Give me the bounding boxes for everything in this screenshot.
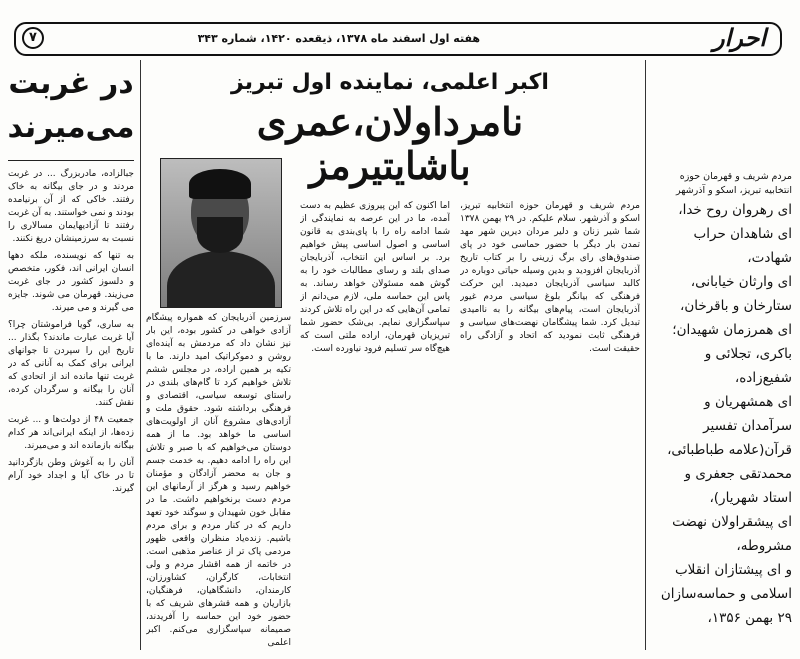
article-column: مردم شریف و قهرمان حوزه انتخابیه تبریز، اسکو و آذرشهر. سلام علیکم. در ۲۹ بهمن ۱۳۷۸ شما شیر زنان و دلیر مردان دیرین شهر مهد تمدن بار دیگر با حضور حماسی خود در پای صندوق‌های رای برگ زرینی را بر کتاب تاریخ آذربایجان افزودید و بدین وسیله حیاتی دوباره در کالبد سیاسی آذربایجان دمیدید. این حرکت فرهنگی که بیانگر بلوغ سیاسی مردم غیور آذربایجان است، پیام‌های بیگانه را به ناامیدی تبدیل کرد. شما پیشگامان نهضت‌های سیاسی و فرهنگی ثابت نمودید که اتحاد و آزادگی راه حقیقت است.	[460, 201, 640, 354]
letter-line: ای پیشقراولان نهضت مشروطه،	[672, 514, 792, 554]
letter-intro: مردم شریف و قهرمان حوزه انتخابیه تبریز، اسکو و آذرشهر	[676, 171, 792, 196]
column-divider	[140, 60, 141, 650]
newspaper-brand: احرار	[712, 24, 766, 52]
paragraph: آنان را به آغوش وطن بازگردانید تا در خاک آبا و اجداد خود آرام گیرند.	[8, 458, 134, 494]
paragraph: جبالزاده، مادربزرگ ... در غربت مردند و در جای بیگانه به خاک رفتند. خاکی که از آن برنیامده بودند و نمی خواستند. به آن غربت رفتند تا آزادیهایمان مسالاری را نسبت به سرزمینشان دریغ نکنند.	[8, 169, 134, 244]
letter-line: ای همرزمان شهیدان؛ باکری، تجلائی و شفیع‌زاده،	[672, 322, 792, 386]
letter-line: و ای پیشتازان انقلاب اسلامی و حماسه‌سازان ۲۹ بهمن ۱۳۵۶،	[660, 562, 792, 626]
paragraph: جمعیت ۴۸ از دولت‌ها و ... غربت زده‌ها، از اینکه ایرانی‌اند هر کدام بیگانه بازمانده اند و می‌میرند.	[8, 415, 134, 451]
column-divider	[645, 60, 646, 650]
side-title-line: در غربت	[8, 66, 134, 101]
side-article-body	[8, 168, 134, 650]
article-column: اما اکنون که این پیروزی عظیم به دست آمده، ما در این عرصه به نمایندگی از شما ادامه راه را با پای‌بندی به قانون اساسی و اصول اساسی پیش خواهیم برد. بر اساس این انتخاب، آذربایجان صدای بلند و رسای مطالبات خود را به گوش همه مسئولان خواهد رساند. به پاس این حماسه ملی، لازم می‌دانم از تمامی آن‌هایی که در این راه تلاش کردند سپاسگزاری نمایم. بی‌شک حضور شما تبریزیان قهرمان، اراده ملتی است که هیچ‌گاه سر تسلیم فرود نیاورده است.	[300, 201, 450, 354]
page-number-badge: ۷	[22, 27, 44, 49]
letter-line: ای رهروان روح خدا،	[678, 202, 792, 218]
paragraph: به ساری، گویا فراموشتان چرا؟ آیا غربت عبارت ماندند؟ بگذار ... تاریخ این را سپردن تا جوانهای ایرانی برای کمک به آنانی که در غربت تنها مانده اند از اتحادی که آنان را بیگانه و سرگردان کرده، نقش کنند.	[8, 320, 134, 408]
open-letter-column	[652, 170, 792, 650]
article-kicker: اکبر اعلمی، نماینده اول تبریز	[231, 70, 549, 95]
author-portrait-photo	[160, 158, 282, 308]
letter-line: ای وارثان خیابانی، ستارخان و باقرخان،	[680, 274, 792, 314]
letter-line: ای همشهریان و سرآمدان تفسیر قرآن(علامه طباطبائی، محمدتقی جعفری و استاد شهریار)،	[667, 394, 792, 506]
paragraph: به تنها که نویسنده، ملکه دهها انسان ایرانی اند، فکور، متخصص و دلسوز کشور در جای غربت می‌زیند. قهرمان می شوند. جایزه می گیرند و می میرند.	[8, 251, 134, 313]
headline-line: نامرداولان،عمری	[256, 99, 524, 144]
issue-date-line: هفته اول اسفند ماه ۱۳۷۸، ذیقعده ۱۴۲۰، شماره ۳۴۳	[197, 32, 480, 45]
title-rule	[8, 160, 134, 161]
letter-line: ای شاهدان حراب شهادت،	[693, 226, 792, 266]
article-column: سرزمین آذربایجان که همواره پیشگام آزادی خواهی در کشور بوده، این بار نیز نشان داد که مردمش به آینده‌ای روشن و دموکراتیک امید دارند. ما با تکیه بر همین اراده، در مجلس ششم تلاش خواهیم کرد تا گام‌های بلندی در راستای توسعه سیاسی، اقتصادی و فرهنگی برداشته شود. حقوق ملت و آزادی‌های مشروع آنان از اولویت‌های اساسی ما خواهد بود. ما از همه دوستان می‌خواهیم که با صبر و تلاش این راه را ادامه دهیم. به خدمت جسم و جان به محضر آزادگان و مؤمنان خواهیم رسید و هرگز از آرمانهای این مردم دست برنخواهیم داشت. ما در مقابل خون شهیدان و سوگند خود تعهد داریم که در کنار مردم و برای مردم باشیم. زنده‌یاد منظران واقعی ظهور مردمی پاک تر از عناصر مذهبی است. در خاتمه از همه اقشار مردم و ولی انتخابات، کارگران، کشاورزان، کارمندان، دانشگاهیان، فرهنگیان، بازاریان و همه قشرهای شریف که با حضور خود این حماسه را آفریدند، صمیمانه سپاسگزاری می‌کنم. اکبر اعلمی	[146, 313, 291, 648]
page-header	[14, 22, 782, 56]
headline-line: باشایتیرمز	[309, 143, 471, 188]
side-article-title	[6, 62, 136, 150]
side-title-line: می‌میرند	[7, 110, 135, 145]
